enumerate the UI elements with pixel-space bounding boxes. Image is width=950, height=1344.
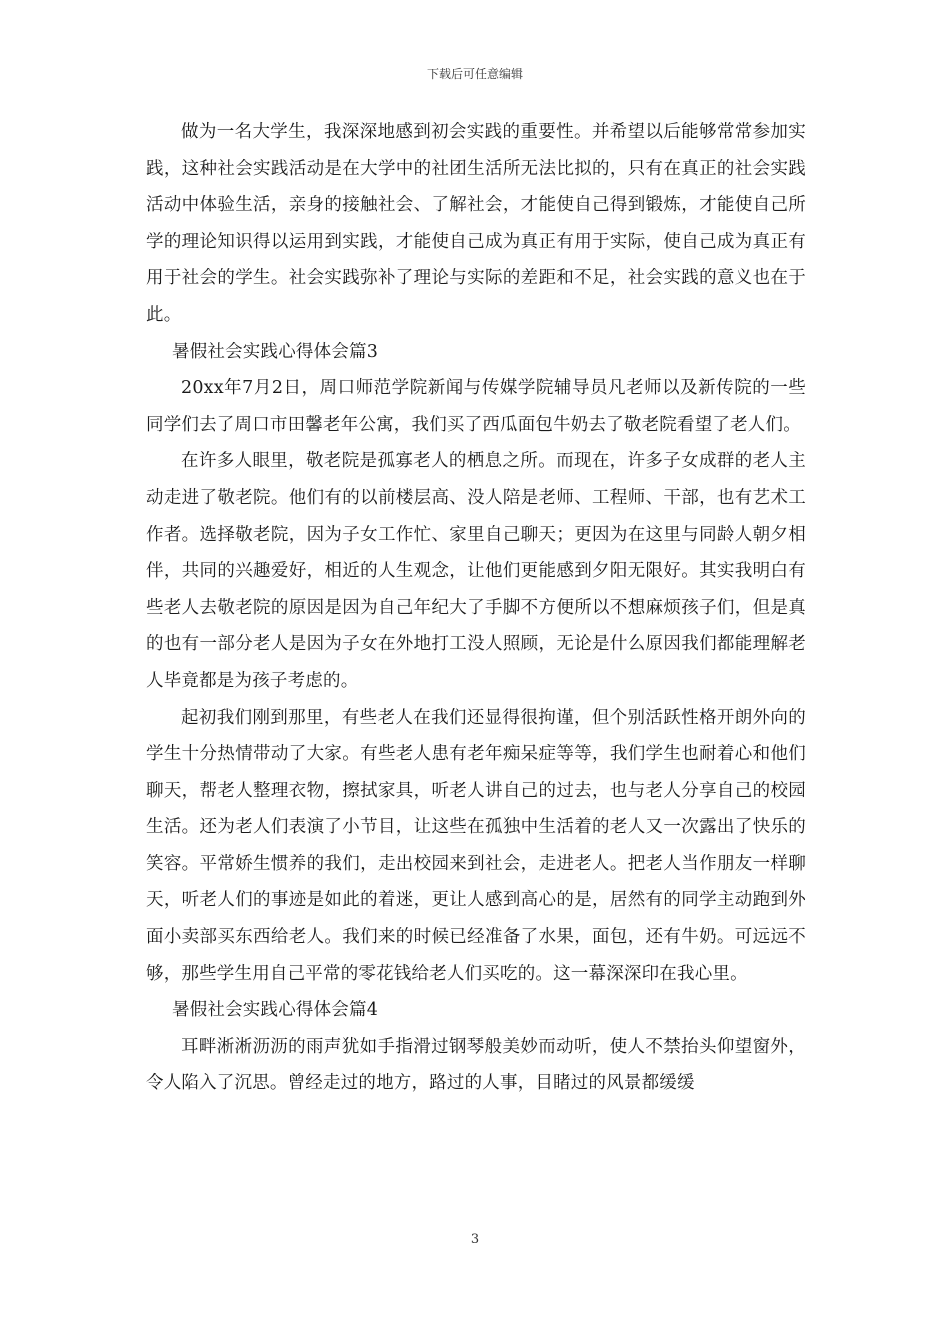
page-header: 下载后可任意编辑 (426, 67, 523, 81)
page-number: 3 (470, 1232, 480, 1247)
section-heading-part-3: 暑假社会实践心得体会篇3 (172, 341, 379, 362)
paragraph-nursing-home-reasons: 在许多人眼里，敬老院是孤寡老人的栖息之所。而现在，许多子女成群的老人主动走进了敬老院。他们有的以前楼层高、没人陪是老师、工程师、干部，也有艺术工作者。选择敬老院，因为子女工作忙、家里自己聊天；更因为在这里与同龄人朝夕相伴，共同的兴趣爱好，相近的人生观念，让他们更能感到夕阳无限好。其实我明白有些老人去敬老院的原因是因为自己年纪大了手脚不方便所以不想麻烦孩子们，但是真的也有一部分老人是因为子女在外地打工没人照顾，无论是什么原因我们都能理解老人毕竟都是为孩子考虑的。 (146, 451, 806, 691)
document-body (146, 114, 806, 1102)
paragraph-practice-importance: 做为一名大学生，我深深地感到初会实践的重要性。并希望以后能够常常参加实践，这种社会实践活动是在大学中的社团生活所无法比拟的，只有在真正的社会实践活动中体验生活，亲身的接触社会、了解社会，才能使自己得到锻炼，才能使自己所学的理论知识得以运用到实践，才能使自己成为真正有用于实际，使自己成为真正有用于社会的学生。社会实践弥补了理论与实际的差距和不足，社会实践的意义也在于此。 (146, 122, 806, 325)
paragraph-interaction-with-elders: 起初我们刚到那里，有些老人在我们还显得很拘谨，但个别活跃性格开朗外向的学生十分热情带动了大家。有些老人患有老年痴呆症等等，我们学生也耐着心和他们聊天，帮老人整理衣物，擦拭家具，听老人讲自己的过去，也与老人分享自己的校园生活。还为老人们表演了小节目，让这些在孤独中生活着的老人又一次露出了快乐的笑容。平常娇生惯养的我们，走出校园来到社会，走进老人。把老人当作朋友一样聊天，听老人们的事迹是如此的着迷，更让人感到高心的是，居然有的同学主动跑到外面小卖部买东西给老人。我们来的时候已经准备了水果，面包，还有牛奶。可远远不够，那些学生用自己平常的零花钱给老人们买吃的。这一幕深深印在我心里。 (146, 707, 806, 984)
section-heading-part-4: 暑假社会实践心得体会篇4 (172, 1000, 379, 1021)
paragraph-rain-reflection: 耳畔淅淅沥沥的雨声犹如手指滑过钢琴般美妙而动听，使人不禁抬头仰望窗外，令人陷入了沉思。曾经走过的地方，路过的人事，目睹过的风景都缓缓 (146, 1036, 806, 1094)
paragraph-nursing-home-visit: 20xx年7月2日，周口师范学院新闻与传媒学院辅导员凡老师以及新传院的一些同学们去了周口市田馨老年公寓，我们买了西瓜面包牛奶去了敬老院看望了老人们。 (146, 378, 806, 435)
